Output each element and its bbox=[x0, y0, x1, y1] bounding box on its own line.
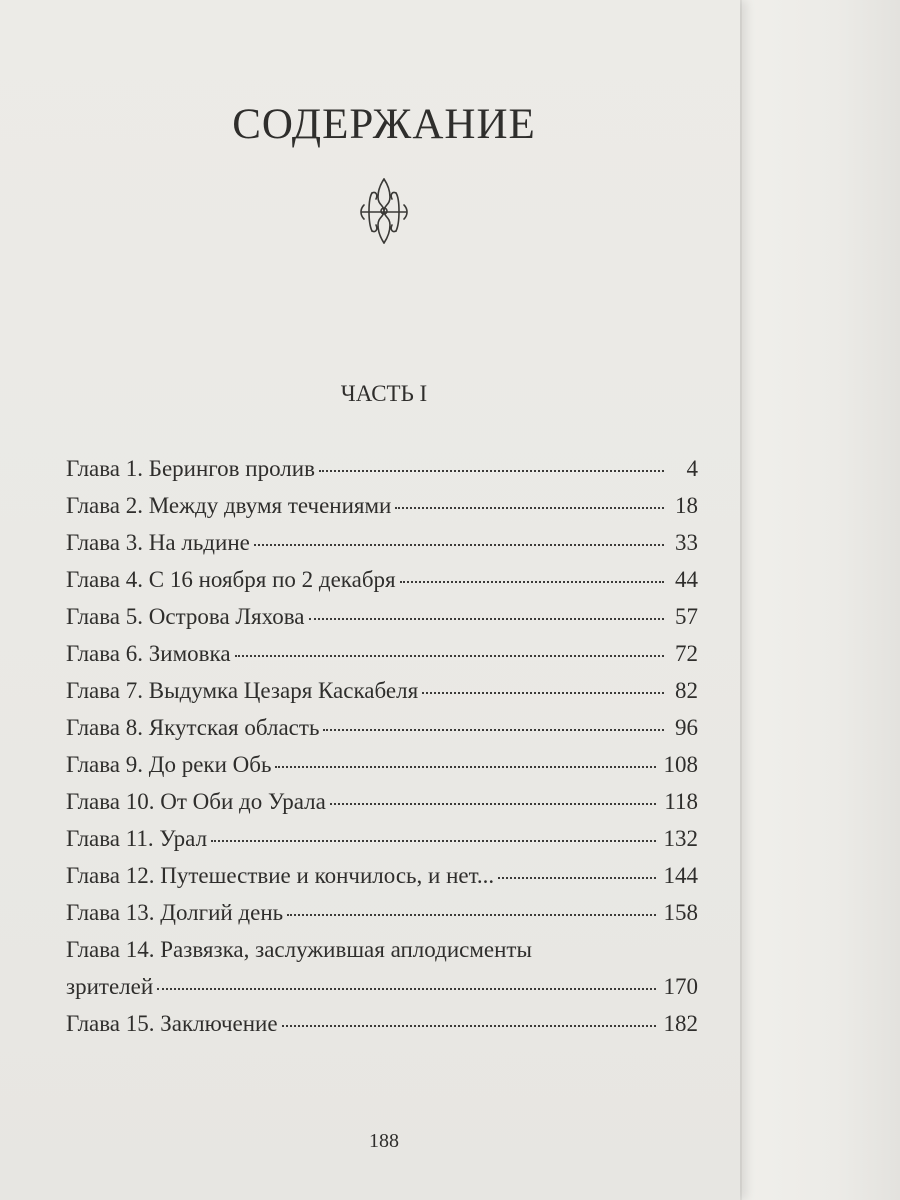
toc-entry-page: 118 bbox=[664, 789, 698, 814]
toc-entry-page: 33 bbox=[675, 530, 698, 555]
adjacent-page-edge bbox=[742, 0, 900, 1200]
toc-entry-label: Глава 8. Якутская область bbox=[66, 715, 320, 740]
toc-entry-label: Глава 6. Зимовка bbox=[66, 641, 231, 666]
toc-entry bbox=[66, 752, 698, 789]
toc-entry-page: 57 bbox=[675, 604, 698, 629]
toc-entry-label: Глава 13. Долгий день bbox=[66, 900, 284, 925]
toc-entry bbox=[66, 789, 698, 826]
dot-leader bbox=[254, 544, 664, 546]
toc-entry-page: 182 bbox=[663, 1011, 698, 1036]
toc-entry-label: Глава 11. Урал bbox=[66, 826, 208, 851]
toc-entry bbox=[66, 641, 698, 678]
toc-entry bbox=[66, 456, 698, 493]
dot-leader bbox=[323, 729, 664, 731]
toc-entry-label: Глава 14. Развязка, заслужившая аплодисменты bbox=[66, 937, 532, 962]
toc-entry-page: 72 bbox=[675, 641, 698, 666]
dot-leader bbox=[498, 877, 655, 879]
dot-leader bbox=[157, 988, 655, 990]
toc-entry-page: 44 bbox=[675, 567, 698, 592]
toc-entry-page: 96 bbox=[675, 715, 698, 740]
toc-entry bbox=[66, 863, 698, 900]
toc-entry-label: Глава 9. До реки Обь bbox=[66, 752, 272, 777]
part-heading: ЧАСТЬ I bbox=[340, 381, 428, 406]
toc-entry bbox=[66, 900, 698, 937]
dot-leader bbox=[287, 914, 655, 916]
toc-entry bbox=[66, 493, 698, 530]
dot-leader bbox=[235, 655, 664, 657]
table-of-contents bbox=[66, 456, 698, 1048]
toc-entry bbox=[66, 604, 698, 641]
dot-leader bbox=[422, 692, 664, 694]
toc-entry-label: Глава 4. С 16 ноября по 2 декабря bbox=[66, 567, 396, 592]
dot-leader bbox=[211, 840, 655, 842]
toc-entry-page: 158 bbox=[663, 900, 698, 925]
toc-entry-page: 82 bbox=[675, 678, 698, 703]
toc-entry-label: Глава 2. Между двумя течениями bbox=[66, 493, 392, 518]
page-title: СОДЕРЖАНИЕ bbox=[232, 101, 536, 148]
page-number: 188 bbox=[369, 1130, 399, 1152]
dot-leader bbox=[330, 803, 656, 805]
toc-entry bbox=[66, 530, 698, 567]
dot-leader bbox=[319, 470, 664, 472]
toc-entry-label: Глава 12. Путешествие и кончилось, и нет... bbox=[66, 863, 495, 888]
toc-entry-label: Глава 3. На льдине bbox=[66, 530, 250, 555]
toc-entry-page: 4 bbox=[686, 456, 698, 481]
dot-leader bbox=[395, 507, 664, 509]
dot-leader bbox=[275, 766, 655, 768]
toc-entry-label: Глава 5. Острова Ляхова bbox=[66, 604, 305, 629]
toc-entry-label: Глава 15. Заключение bbox=[66, 1011, 278, 1036]
toc-entry-page: 170 bbox=[663, 974, 698, 999]
toc-entry-label: зрителей bbox=[66, 974, 154, 999]
toc-entry-page: 18 bbox=[675, 493, 698, 518]
toc-entry bbox=[66, 974, 698, 1011]
toc-entry-page: 144 bbox=[663, 863, 698, 888]
toc-entry bbox=[66, 678, 698, 715]
toc-entry-label: Глава 10. От Оби до Урала bbox=[66, 789, 326, 814]
toc-entry-label: Глава 1. Берингов пролив bbox=[66, 456, 315, 481]
toc-entry-page: 132 bbox=[663, 826, 698, 851]
toc-entry bbox=[66, 1011, 698, 1048]
dot-leader bbox=[309, 618, 664, 620]
monogram-ornament-icon bbox=[354, 175, 414, 247]
toc-entry bbox=[66, 567, 698, 604]
dot-leader bbox=[282, 1025, 656, 1027]
toc-entry bbox=[66, 826, 698, 863]
dot-leader bbox=[400, 581, 664, 583]
toc-entry-label: Глава 7. Выдумка Цезаря Каскабеля bbox=[66, 678, 419, 703]
toc-entry-continued bbox=[66, 937, 698, 974]
toc-entry-page: 108 bbox=[663, 752, 698, 777]
toc-entry bbox=[66, 715, 698, 752]
